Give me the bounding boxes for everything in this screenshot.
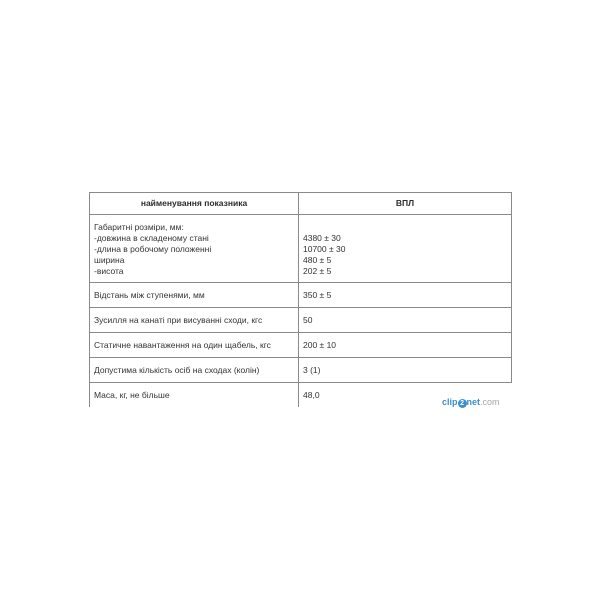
table-row <box>90 358 512 383</box>
dimensions-length-working: -длина в робочому положенні <box>94 244 212 254</box>
spec-table <box>89 192 512 407</box>
row-value-cell: 350 ± 5 <box>299 283 512 308</box>
row-value-cell: 200 ± 10 <box>299 333 512 358</box>
watermark-com-text: .com <box>480 397 500 407</box>
dimensions-name-cell <box>90 215 299 283</box>
table-row-dimensions <box>90 215 512 283</box>
watermark-net-text: net <box>466 397 481 407</box>
row-value-cell: 50 <box>299 308 512 333</box>
dimensions-width-value: 480 ± 5 <box>303 255 332 265</box>
row-name-cell: Допустима кількість осіб на сходах (колін) <box>90 358 299 383</box>
dimensions-height: -висота <box>94 266 124 276</box>
dimensions-height-value: 202 ± 5 <box>303 266 332 276</box>
dimensions-value-spacer <box>303 222 507 233</box>
table-row <box>90 333 512 358</box>
row-name-cell: Статичне навантаження на один щабель, кгс <box>90 333 299 358</box>
dimensions-width: ширина <box>94 255 125 265</box>
watermark-two-badge: 2 <box>458 399 467 408</box>
table-row <box>90 283 512 308</box>
dimensions-title: Габаритні розміри, мм: <box>94 222 184 232</box>
row-value-cell: 3 (1) <box>299 358 512 383</box>
table-row <box>90 308 512 333</box>
row-value-cell: 48,0 <box>299 383 512 408</box>
row-name-cell: Маса, кг, не більше <box>90 383 299 408</box>
row-name-cell: Відстань між ступенями, мм <box>90 283 299 308</box>
header-indicator-name: найменування показника <box>90 193 299 215</box>
dimensions-length-working-value: 10700 ± 30 <box>303 244 346 254</box>
watermark-clip-text: clip <box>442 397 458 407</box>
header-vpl: ВПЛ <box>299 193 512 215</box>
dimensions-length-folded-value: 4380 ± 30 <box>303 233 341 243</box>
row-name-cell: Зусилля на канаті при висуванні сходи, кгс <box>90 308 299 333</box>
dimensions-value-cell <box>299 215 512 283</box>
clip2net-watermark <box>442 396 512 409</box>
table-header-row <box>90 193 512 215</box>
dimensions-length-folded: -довжина в складеному стані <box>94 233 209 243</box>
